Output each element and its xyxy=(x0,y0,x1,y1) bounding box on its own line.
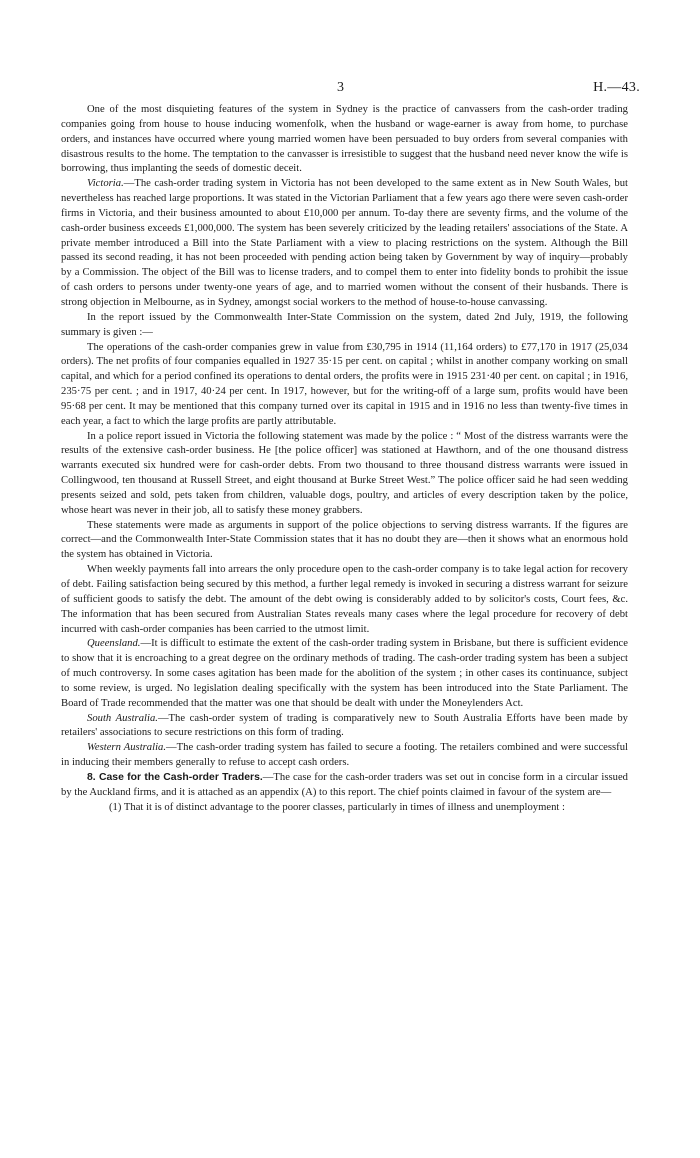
paragraph-south-australia xyxy=(61,712,628,742)
paragraph-case-for-traders xyxy=(61,771,628,801)
page-number: 3 xyxy=(337,80,344,95)
list-item-text: That it is of distinct advantage to the poorer classes, particularly in times of illness and unemployment : xyxy=(123,801,565,813)
page-header xyxy=(0,80,700,100)
paragraph-text: —The cash-order trading system in Victoria has not been developed to the same extent as in New South Wales, but nevertheless has reached large proportions. It was stated in the Victorian Parliament that a few years ago there were seven cash-order firms in Victoria, and their business amounted to about £10,000 per annum. To-day there are seventy firms, and the volume of the cash-order business exceeds £1,000,000. The system has been severely criticized by the leading retailers' associations of the State. A private member introduced a Bill into the State Parliament with a view to placing restrictions on the system. Although the Bill passed its second reading, it has not been proceeded with pending action being taken by Government by way of inquiry—probably by a Commission. The object of the Bill was to license traders, and to compel them to enter into fidelity bonds to prohibit the issue of cash orders to persons under twenty-one years of age, and to married women without the consent of their husbands. There is strong objection in Melbourne, as in Sydney, amongst social workers to the method of house-to-house canvassing. xyxy=(61,178,628,308)
paragraph-operations-summary: The operations of the cash-order companies grew in value from £30,795 in 1914 (11,164 orders) to £77,170 in 1917 (25,034 orders). The net profits of four companies equalled in 1927 35·15 per cent. on capital ; whilst in another company working on small capital, and which for a period confined its operations to dental orders, the profits were in 1915 231·40 per cent. on capital ; in 1916, 235·75 per cent. ; and in 1917, 40·24 per cent. In 1917, however, but for the writing-off of a large sum, profits would have been 95·68 per cent. It may be mentioned that this company turned over its capital in 1915 and in 1916 no less than twenty-five times in each year, a fact to which the large profits are partly attributable. xyxy=(61,341,628,427)
paragraph-police-objections: These statements were made as arguments in support of the police objections to serving distress warrants. If the figures are correct—and the Commonwealth Inter-State Commission states that it has no doubt they are—then it shows what an enormous hold the system has obtained in Victoria. xyxy=(61,519,628,561)
paragraph-commission-report: In the report issued by the Commonwealth Inter-State Commission on the system, dated 2nd July, 1919, the following summary is given :— xyxy=(61,311,628,338)
list-item-number: (1) xyxy=(109,801,122,813)
section-lead-queensland: Queensland. xyxy=(87,638,141,650)
section-lead-victoria: Victoria. xyxy=(87,178,124,190)
section-lead-south-australia: South Australia. xyxy=(87,712,158,724)
paragraph-text: —The cash-order system of trading is comparatively new to South Australia Efforts have been made by retailers' associations to secure restrictions on this form of trading. xyxy=(61,712,628,739)
paragraph-police-report: In a police report issued in Victoria the following statement was made by the police : “ Most of the distress warrants were the results of the extensive cash-order business. He [the police officer] was stationed at Hawthorn, and of the one thousand distress warrants executed six hundred were for cash-order debts. From two thousand to three thousand distress warrants were issued in Collingwood, ten thousand at Russell Street, and eight thousand at Burke Street West.” The police officer said he had seen wedding presents seized and sold, pets taken from children, valuable dogs, poultry, and articles of every description taken by the police, whose heart was never in their job, all to satisfy these money grabbers. xyxy=(61,430,628,516)
paragraph-sydney-canvassers: One of the most disquieting features of the system in Sydney is the practice of canvassers from the cash-order trading companies going from house to house inducing womenfolk, when the husband or wage-earner is away from home, to purchase orders, and instances have occurred where young married women have been persuaded to buy orders from several companies with disastrous results to the home. The temptation to the canvasser is irresistible to suggest that the husband need never know the wife is borrowing, thus implanting the seeds of domestic deceit. xyxy=(61,104,628,175)
section-heading: 8. Case for the Cash-order Traders. xyxy=(87,771,263,783)
paragraph-text: —The cash-order trading system has failed to secure a footing. The retailers combined and were successful in inducing their members generally to refuse to accept cash orders. xyxy=(61,742,628,769)
paragraph-text: —The case for the cash-order traders was set out in concise form in a circular issued by the Auckland firms, and it is attached as an appendix (A) to this report. The chief points claimed in favour of the system are— xyxy=(61,771,628,798)
body-text xyxy=(61,103,628,816)
document-reference: H.—43. xyxy=(593,80,640,95)
paragraph-queensland xyxy=(61,637,628,711)
paragraph-legal-procedure: When weekly payments fall into arrears the only procedure open to the cash-order company is to take legal action for recovery of debt. Failing satisfaction being secured by this method, a further legal remedy is invoked in securing a distress warrant for seizure of sufficient goods to satisfy the debt. The amount of the debt owing is considerably added to by solicitor's costs, Court fees, &c. The information that has been secured from Australian States reveals many cases where the legal procedure for recovery of debt incurred with cash-order companies has been carried to the utmost limit. xyxy=(61,564,628,635)
section-lead-western-australia: Western Australia. xyxy=(87,742,167,754)
paragraph-text: —It is difficult to estimate the extent of the cash-order trading system in Brisbane, but there is sufficient evidence to show that it is encroaching to a great degree on the ordinary methods of trading. The cash-order trading system has been a subject of much controversy. In some cases agitation has been made for the abolition of the system ; in other cases its continuance, subject to some review, is urged. No legislation dealing specifically with the system has been introduced into the State Parliament. The Board of Trade recommended that the matter was one that should be dealt with under the Moneylenders Act. xyxy=(61,638,628,709)
list-item xyxy=(61,801,628,816)
paragraph-western-australia xyxy=(61,741,628,771)
paragraph-victoria xyxy=(61,177,628,311)
